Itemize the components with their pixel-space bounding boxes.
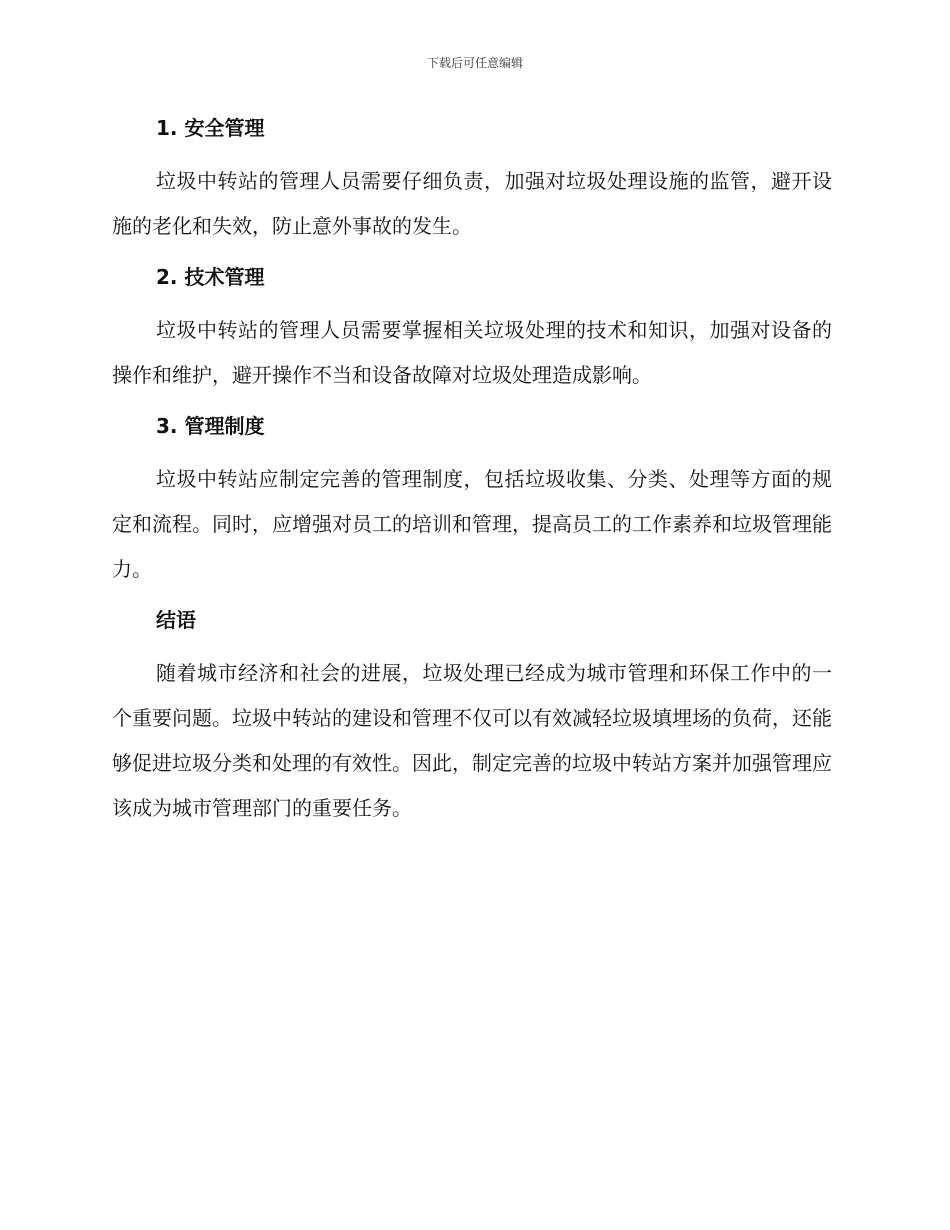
section-paragraph: 随着城市经济和社会的进展，垃圾处理已经成为城市管理和环保工作中的一个重要问题。垃圾中转站的建设和管理不仅可以有效减轻垃圾填埋场的负荷，还能够促进垃圾分类和处理的有效性。因此，制定完善的垃圾中转站方案并加强管理应该成为城市管理部门的重要任务。: [112, 661, 832, 820]
section-heading: 结语: [156, 608, 196, 632]
section-technical: [112, 261, 832, 410]
section-paragraph: 垃圾中转站的管理人员需要仔细负责，加强对垃圾处理设施的监管，避开设施的老化和失效，防止意外事故的发生。: [112, 169, 832, 238]
section-safety: [112, 112, 832, 261]
section-paragraph: 垃圾中转站应制定完善的管理制度，包括垃圾收集、分类、处理等方面的规定和流程。同时，应增强对员工的培训和管理，提高员工的工作素养和垃圾管理能力。: [112, 467, 832, 581]
header-note: 下载后可任意编辑: [426, 56, 523, 70]
document-content: [112, 112, 832, 831]
section-system: [112, 410, 832, 604]
section-conclusion: [112, 604, 832, 831]
section-heading: 1. 安全管理: [156, 116, 265, 140]
section-heading: 3. 管理制度: [156, 414, 265, 438]
section-heading: 2. 技术管理: [156, 265, 265, 289]
section-paragraph: 垃圾中转站的管理人员需要掌握相关垃圾处理的技术和知识，加强对设备的操作和维护，避开操作不当和设备故障对垃圾处理造成影响。: [112, 318, 832, 387]
